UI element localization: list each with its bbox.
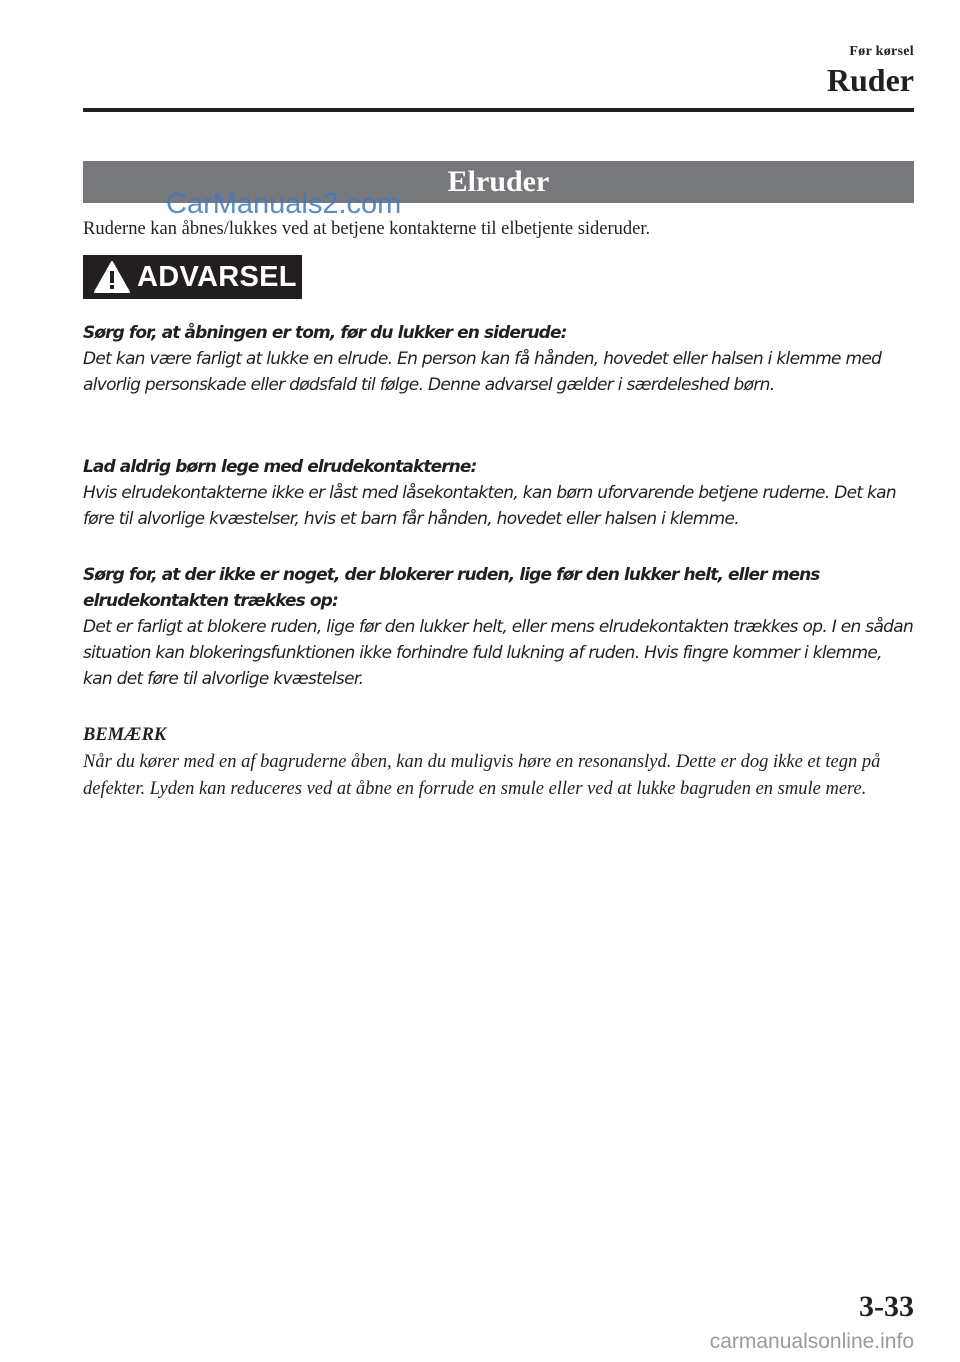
note-block	[83, 722, 915, 803]
note-title: BEMÆRK	[83, 725, 167, 745]
warning-item	[83, 454, 915, 532]
warning-lead: Lad aldrig børn lege med elrudekontakterne:	[83, 457, 477, 477]
watermark-link[interactable]: CarManuals2.com	[166, 188, 402, 220]
footer-watermark-link[interactable]: carmanualsonline.info	[709, 1330, 914, 1353]
note-body: Når du kører med en af bagruderne åben, kan du muligvis høre en resonanslyd. Dette er dog ikke et tegn på defekter. Lyden kan reduceres ved at åbne en forrude en smule eller ved at lukke bagruden en smule mere.	[83, 752, 881, 799]
warning-item	[83, 562, 915, 692]
warning-body: Det er farligt at blokere ruden, lige før den lukker helt, eller mens elrudekontakten trækkes op. I en sådan situation kan blokeringsfunktionen ikke forhindre fuld lukning af ruden. Hvis fingre kommer i klemme, kan det føre til alvorlige kvæstelser.	[83, 617, 914, 689]
page-heading: Elruder	[83, 161, 914, 203]
warning-triangle-icon	[93, 260, 131, 294]
page-number: 3-33	[859, 1290, 914, 1323]
header-rule	[83, 108, 914, 112]
warning-lead: Sørg for, at der ikke er noget, der blokerer ruden, lige før den lukker helt, eller mens elrudekontakten trækkes op:	[83, 565, 820, 611]
warning-body: Det kan være farligt at lukke en elrude. En person kan få hånden, hovedet eller halsen i klemme med alvorlig personskade eller dødsfald til følge. Denne advarsel gælder i særdeleshed børn.	[83, 349, 882, 395]
section-title: Ruder	[826, 62, 914, 98]
warning-item	[83, 320, 915, 398]
warning-badge	[83, 255, 302, 299]
warning-body: Hvis elrudekontakterne ikke er låst med låsekontakten, kan børn uforvarende betjene ruderne. Det kan føre til alvorlige kvæstelser, hvis et barn får hånden, hovedet eller halsen i klemme.	[83, 483, 896, 529]
intro-paragraph: Ruderne kan åbnes/lukkes ved at betjene kontakterne til elbetjente sideruder.	[83, 219, 651, 239]
warning-label: ADVARSEL	[137, 260, 297, 293]
chapter-title: Før kørsel	[849, 44, 914, 59]
warning-lead: Sørg for, at åbningen er tom, før du lukker en siderude:	[83, 323, 567, 343]
